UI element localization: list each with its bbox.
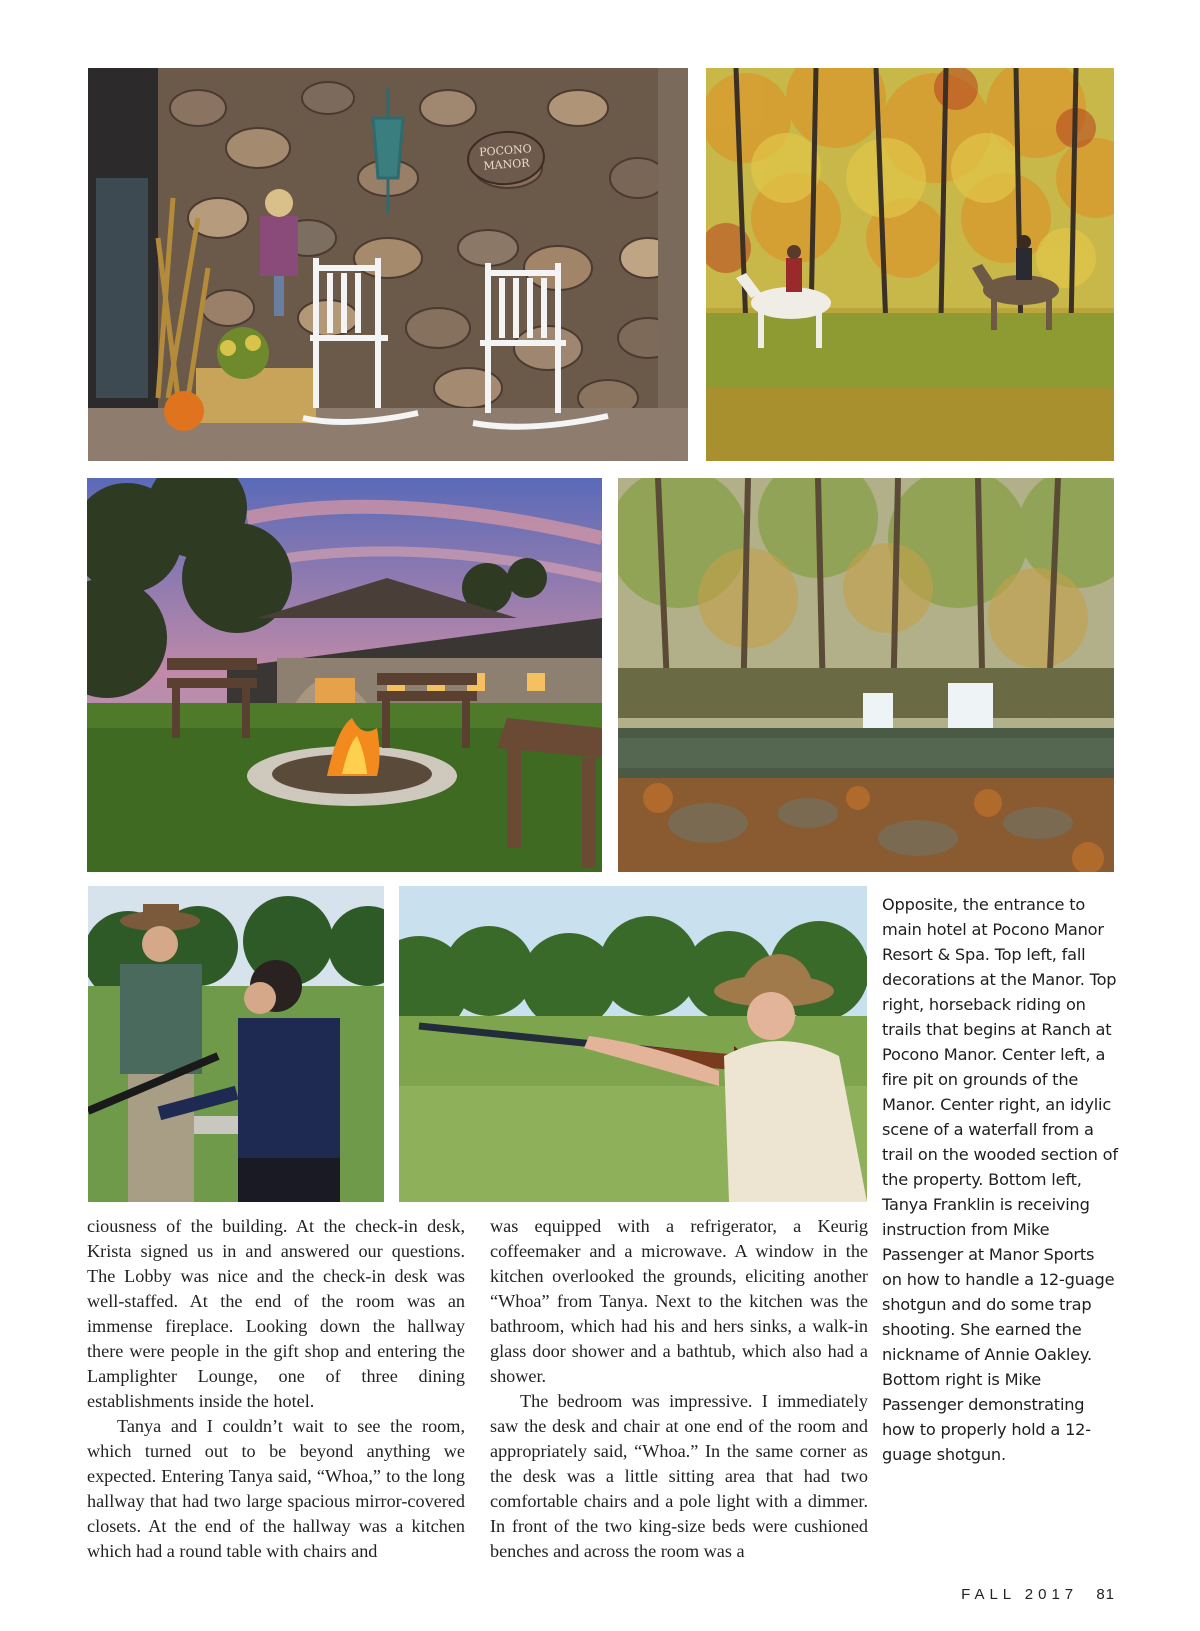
- article-column-2: [490, 1214, 868, 1564]
- article-paragraph: The bedroom was impressive. I immediately saw the desk and chair at one end of the room and appropriately said, “Whoa.” In the same corner as the desk was a little sitting area that had two comfortable chairs and a pole light with a dimmer. In front of the two king-size beds were cushioned benches and across the room was a: [490, 1391, 868, 1561]
- photo-horseback-riding: [706, 68, 1114, 461]
- photo-waterfall: [618, 478, 1114, 872]
- pocono-manor-sign: POCONO: [478, 142, 533, 159]
- photo-caption: [882, 892, 1118, 1467]
- article-paragraph: was equipped with a refrigerator, a Keurig coffeemaker and a microwave. A window in the kitchen overlooked the grounds, eliciting another “Whoa” from Tanya. Next to the kitchen was the bathroom, which had his and hers sinks, a walk-in glass door shower and a bathtub, which also had a shower.: [490, 1216, 868, 1386]
- caption-text: Opposite, the entrance to main hotel at Pocono Manor Resort & Spa. Top left, fall decorations at the Manor. Top right, horseback riding on trails that begins at Ranch at Pocono Manor. Center left, a fire pit on grounds of the Manor. Center right, an idylic scene of a waterfall from a trail on the wooded section of the property. Bottom left, Tanya Franklin is receiving instruction from Mike Passenger at Manor Sports on how to handle a 12-guage shotgun and do some trap shooting. She earned the nickname of Annie Oakley. Bottom right is Mike Passenger demonstrating how to properly hold a 12-guage shotgun.: [882, 895, 1118, 1464]
- article-paragraph: Tanya and I couldn’t wait to see the room, which turned out to be beyond anything we expected. Entering Tanya said, “Whoa,” to the long hallway that had two large spacious mirror-covered closets. At the end of the hallway was a kitchen which had a round table with chairs and: [87, 1416, 465, 1561]
- photo-shotgun-demonstration: [399, 886, 867, 1202]
- photo-porch-rocking-chairs: [88, 68, 688, 461]
- article-paragraph: ciousness of the building. At the check-in desk, Krista signed us in and answered our questions. The Lobby was nice and the check-in desk was well-staffed. At the end of the room was an immense fireplace. Looking down the hallway there were people in the gift shop and entering the Lamplighter Lounge, one of three dining establishments inside the hotel.: [87, 1216, 465, 1411]
- photo-shotgun-instruction: [88, 886, 384, 1202]
- issue-season: FALL 2017: [961, 1586, 1079, 1603]
- page-footer: [961, 1586, 1115, 1603]
- photo-fire-pit: [87, 478, 602, 872]
- page-number: 81: [1096, 1586, 1115, 1603]
- article-column-1: [87, 1214, 465, 1564]
- svg-text:MANOR: MANOR: [482, 156, 530, 173]
